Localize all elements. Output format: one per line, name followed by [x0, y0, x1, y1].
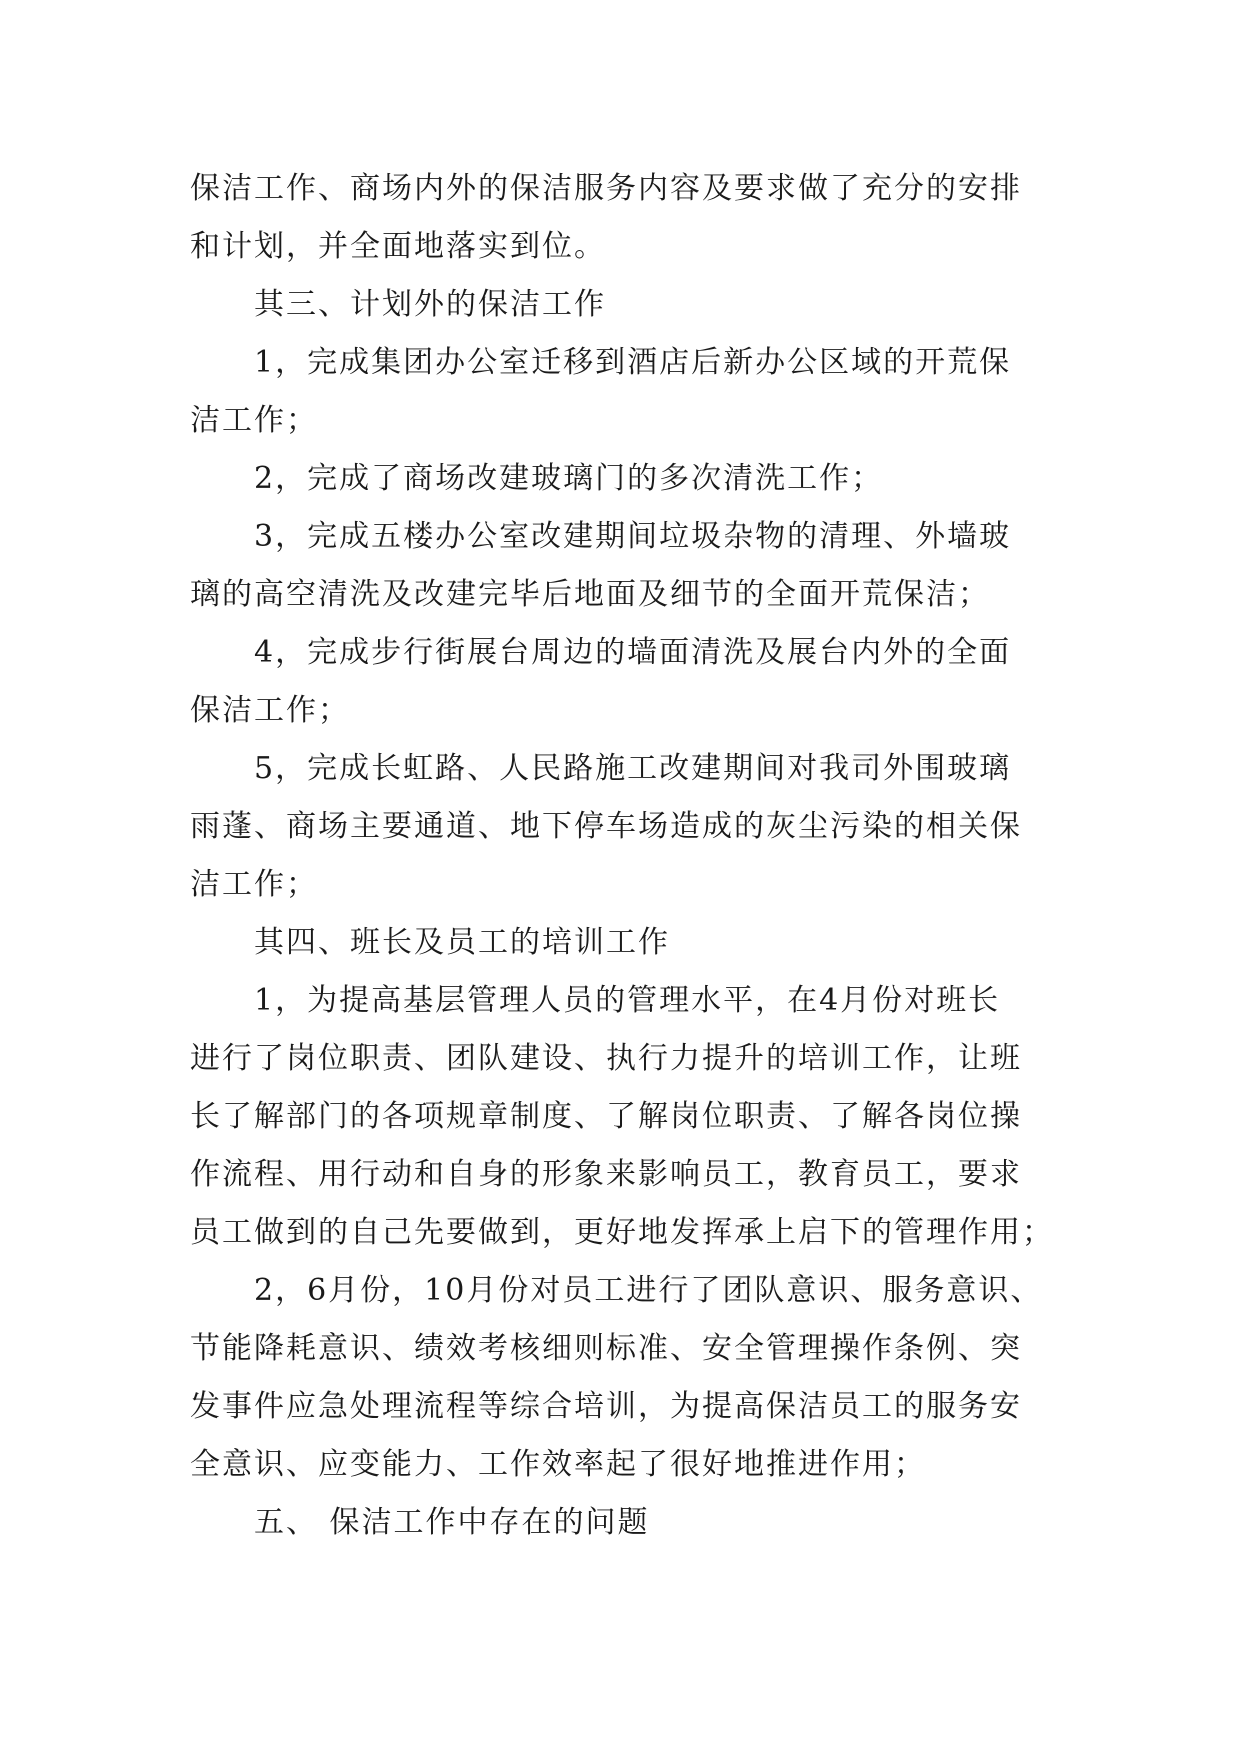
text-line: 保洁工作； — [190, 693, 350, 728]
text-line: 5，完成长虹路、人民路施工改建期间对我司外围玻璃 — [254, 751, 1012, 786]
text-line: 1，为提高基层管理人员的管理水平，在4月份对班长 — [254, 983, 1001, 1018]
text-line: 和计划，并全面地落实到位。 — [190, 229, 606, 264]
text-line: 洁工作； — [190, 403, 318, 438]
text-line: 员工做到的自己先要做到，更好地发挥承上启下的管理作用； — [190, 1215, 1054, 1250]
text-line: 五、 保洁工作中存在的问题 — [254, 1505, 650, 1540]
text-line: 1，完成集团办公室迁移到酒店后新办公区域的开荒保 — [254, 345, 1012, 380]
text-line: 其三、计划外的保洁工作 — [254, 287, 606, 322]
text-line: 璃的高空清洗及改建完毕后地面及细节的全面开荒保洁； — [190, 577, 990, 612]
text-line: 4，完成步行街展台周边的墙面清洗及展台内外的全面 — [254, 635, 1012, 670]
text-line: 雨蓬、商场主要通道、地下停车场造成的灰尘污染的相关保 — [190, 809, 1022, 844]
text-line: 洁工作； — [190, 867, 318, 902]
text-line: 3，完成五楼办公室改建期间垃圾杂物的清理、外墙玻 — [254, 519, 1012, 554]
text-line: 节能降耗意识、绩效考核细则标准、安全管理操作条例、突 — [190, 1331, 1022, 1366]
text-line: 作流程、用行动和自身的形象来影响员工，教育员工，要求 — [190, 1157, 1022, 1192]
text-line: 长了解部门的各项规章制度、了解岗位职责、了解各岗位操 — [190, 1099, 1022, 1134]
text-line: 其四、班长及员工的培训工作 — [254, 925, 670, 960]
text-line: 2，完成了商场改建玻璃门的多次清洗工作； — [254, 461, 884, 496]
text-line: 保洁工作、商场内外的保洁服务内容及要求做了充分的安排 — [190, 171, 1022, 206]
text-line: 全意识、应变能力、工作效率起了很好地推进作用； — [190, 1447, 926, 1482]
document-body — [190, 160, 1054, 1552]
text-line: 发事件应急处理流程等综合培训，为提高保洁员工的服务安 — [190, 1389, 1022, 1424]
text-line: 进行了岗位职责、团队建设、执行力提升的培训工作，让班 — [190, 1041, 1022, 1076]
text-line: 2，6月份，10月份对员工进行了团队意识、服务意识、 — [254, 1273, 1043, 1308]
